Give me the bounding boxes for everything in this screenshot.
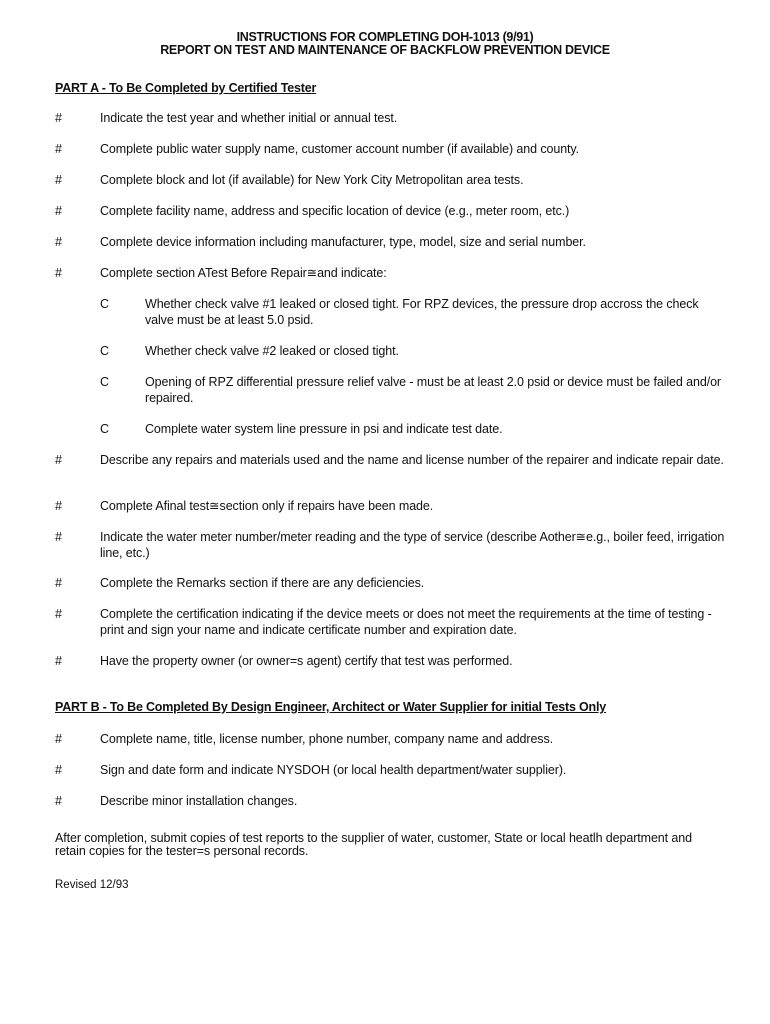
bullet-symbol: # xyxy=(55,794,62,808)
bullet-symbol: # xyxy=(55,204,62,218)
bullet-symbol: # xyxy=(55,499,62,513)
part-a-item: Have the property owner (or owner=s agent) certify that test was performed. xyxy=(100,654,513,668)
part-a-item: Complete the Remarks section if there are any deficiencies. xyxy=(100,576,425,590)
part-a-item: Complete device information including manufacturer, type, model, size and serial number. xyxy=(100,235,586,249)
part-a-sub-item: Complete water system line pressure in psi and indicate test date. xyxy=(145,422,503,436)
bullet-symbol: # xyxy=(55,607,62,621)
bullet-symbol: # xyxy=(55,763,62,777)
sub-bullet-symbol: C xyxy=(100,422,110,436)
bullet-symbol: # xyxy=(55,173,62,187)
bullet-symbol: # xyxy=(55,266,62,280)
bullet-symbol: # xyxy=(55,530,62,544)
part-a-item: Complete facility name, address and specific location of device (e.g., meter room, etc.) xyxy=(100,204,570,218)
revision-note: Revised 12/93 xyxy=(55,879,129,891)
part-b-heading: PART B - To Be Completed By Design Engineer, Architect or Water Supplier for initial Tests Only xyxy=(55,700,606,714)
sub-bullet-symbol: C xyxy=(100,297,110,311)
bullet-symbol: # xyxy=(55,453,62,467)
part-a-item: Complete the certification indicating if the device meets or does not meet the requirements at the time of testing - print and sign your name and indicate certificate number and expiration date. xyxy=(100,607,712,637)
bullet-symbol: # xyxy=(55,142,62,156)
bullet-symbol: # xyxy=(55,111,62,125)
part-a-item: Indicate the test year and whether initial or annual test. xyxy=(100,111,398,125)
bullet-symbol: # xyxy=(55,235,62,249)
part-a-sub-item: Whether check valve #1 leaked or closed tight. For RPZ devices, the pressure drop accross the check valve must be at least 5.0 psid. xyxy=(145,297,699,327)
part-a-item: Describe any repairs and materials used and the name and license number of the repairer and indicate repair date. xyxy=(100,453,724,467)
bullet-symbol: # xyxy=(55,732,62,746)
document-title-line2: REPORT ON TEST AND MAINTENANCE OF BACKFLOW PREVENTION DEVICE xyxy=(160,43,610,57)
part-a-item: Complete Afinal test≅section only if repairs have been made. xyxy=(100,499,434,513)
bullet-symbol: # xyxy=(55,654,62,668)
part-a-item: Indicate the water meter number/meter reading and the type of service (describe Aother≅e.g., boiler feed, irrigation line, etc.) xyxy=(100,530,725,560)
part-a-item: Complete block and lot (if available) for New York City Metropolitan area tests. xyxy=(100,173,524,187)
part-b-item: Describe minor installation changes. xyxy=(100,794,298,808)
part-b-item: Sign and date form and indicate NYSDOH (or local health department/water supplier). xyxy=(100,763,567,777)
sub-bullet-symbol: C xyxy=(100,375,110,389)
part-a-item: Complete section ATest Before Repair≅and indicate: xyxy=(100,266,387,280)
part-a-item: Complete public water supply name, customer account number (if available) and county. xyxy=(100,142,580,156)
closing-paragraph: After completion, submit copies of test reports to the supplier of water, customer, State or local heatlh department and retain copies for the tester=s personal records. xyxy=(55,831,692,858)
sub-bullet-symbol: C xyxy=(100,344,110,358)
document-title-line1: INSTRUCTIONS FOR COMPLETING DOH-1013 (9/91) xyxy=(236,30,534,44)
part-a-sub-item: Whether check valve #2 leaked or closed tight. xyxy=(145,344,399,358)
part-a-sub-item: Opening of RPZ differential pressure relief valve - must be at least 2.0 psid or device must be failed and/or repaired. xyxy=(145,375,721,405)
part-a-heading: PART A - To Be Completed by Certified Tester xyxy=(55,81,317,95)
part-b-item: Complete name, title, license number, phone number, company name and address. xyxy=(100,732,553,746)
bullet-symbol: # xyxy=(55,576,62,590)
